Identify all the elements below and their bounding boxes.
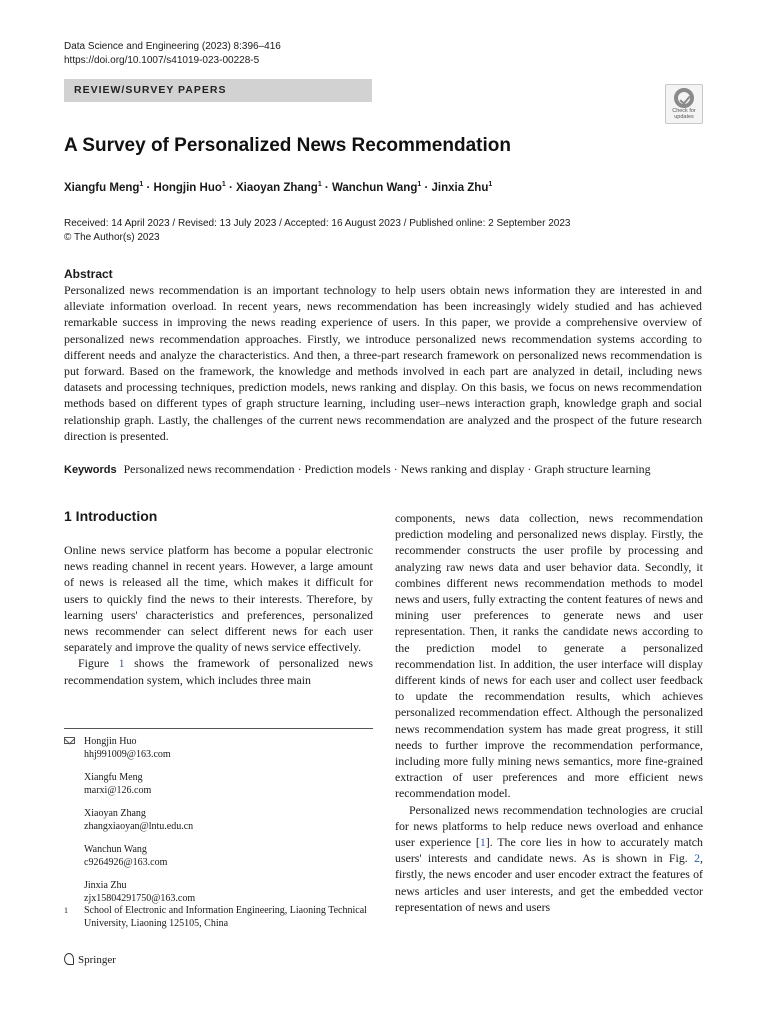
section-label: REVIEW/SURVEY PAPERS <box>64 79 372 102</box>
intro-paragraph: components, news data collection, news recommendation prediction modeling and personalized news display. Firstly, the recommender constructs the user profile by processing and analyzing raw news data and user behavior data. Secondly, it combines different news recommendation methods to model news and users, fully extracting the content features of news and mining user preferences to generate news and user representation. Then, it ranks the candidate news according to the prediction model to generate a personalized recommendation list. In addition, the user interface will display different kinds of news for each user and collect user feedback to update the recommendation results, which achieves personalized recommendation effect. Although the personalized news recommendation system has made great progress, it still needs to further improve the recommendation performance, including more fully mining news semantics, more fine-grained extraction of user preferences and more efficient news recommendation model. <box>395 511 703 801</box>
intro-paragraph <box>64 655 373 687</box>
text-run: Personalized news recommendation technologies are crucial for news platforms to help reduce news overload and enhance user experience [ <box>395 802 703 850</box>
intro-paragraph: Online news service platform has become a popular electronic news reading channel in recent years. However, a large amount of news is released all the time, which makes it difficult for users to quickly find the news to their interests. Therefore, by learning users' characteristics and preferences, personalized news recommender can select different news for each user separately and improve the quality of news service effectively. <box>64 543 373 655</box>
intro-paragraph <box>395 802 703 915</box>
author-affiliation-number: 1 <box>221 181 226 188</box>
author-name[interactable]: Hongjin Huo <box>153 181 222 194</box>
right-column <box>395 510 703 915</box>
author-contact <box>84 807 373 833</box>
contact-email[interactable]: marxi@126.com <box>84 785 152 796</box>
copyright-line: © The Author(s) 2023 <box>64 232 160 243</box>
corresponding-author <box>84 735 373 761</box>
author-affiliation-number: 1 <box>317 181 322 188</box>
keywords <box>64 461 714 478</box>
check-updates-icon <box>674 88 694 108</box>
keywords-text: Personalized news recommendation · Prediction models · News ranking and display · Graph structure learning <box>123 462 651 476</box>
author-affiliation-number: 1 <box>139 181 144 188</box>
author-name[interactable]: Wanchun Wang <box>331 181 418 194</box>
author-affiliation-number: 1 <box>488 181 493 188</box>
author-contact <box>84 879 373 905</box>
publisher-name: Springer <box>78 954 116 966</box>
doi-link[interactable]: https://doi.org/10.1007/s41019-023-00228-5 <box>64 55 260 66</box>
contact-name: Xiaoyan Zhang <box>84 808 146 819</box>
affiliation-number: 1 <box>64 906 68 915</box>
springer-horse-icon <box>64 953 74 965</box>
abstract-text: Personalized news recommendation is an important technology to help users obtain news information they are interested in and alleviate information overload. In recent years, news recommendation has been increasingly widely studied and has achieved remarkable success in improving the news reading experience of users. In this paper, we provide a comprehensive overview of personalized news recommendation approaches. Firstly, we introduce personalized news recommendation systems according to different needs and analyze the characteristics. And then, a three-part research framework on personalized news recommendation is put forward. Based on the framework, the knowledge and methods involved in each part are analyzed in detail, including news datasets and processing techniques, prediction models, news ranking and display. On this basis, we focus on news recommendation methods based on different types of graph structure learning, including user–news interaction graph, knowledge graph and social relationship graph. Lastly, the challenges of the current news recommendation are analyzed and the prospect of the future research direction is presented. <box>64 283 702 443</box>
paper-title: A Survey of Personalized News Recommendation <box>64 135 511 156</box>
section-heading-introduction: 1 Introduction <box>64 508 158 524</box>
footnote-divider <box>64 728 373 729</box>
affiliation-footnote <box>64 904 373 930</box>
text-run: ]. The core lies in how to accurately match users' interests and candidate news. As is shown in Fig. <box>395 835 703 866</box>
figure-ref-link[interactable]: 1 <box>118 656 125 671</box>
publication-dates <box>64 217 570 245</box>
contact-name: Hongjin Huo <box>84 736 137 747</box>
contact-name: Xiangfu Meng <box>84 772 143 783</box>
keywords-label: Keywords <box>64 464 117 476</box>
left-column <box>64 542 373 688</box>
contact-name: Wanchun Wang <box>84 844 147 855</box>
author-affiliation-number: 1 <box>417 181 422 188</box>
envelope-icon <box>64 737 75 744</box>
contact-email[interactable]: c9264926@163.com <box>84 857 168 868</box>
abstract-heading: Abstract <box>64 267 113 281</box>
text-run: shows the framework of personalized news recommendation system, which includes three main <box>64 656 373 687</box>
dates-line: Received: 14 April 2023 / Revised: 13 July 2023 / Accepted: 16 August 2023 / Published online: 2 September 2023 <box>64 218 571 229</box>
citation-link[interactable]: 1 <box>479 835 486 850</box>
correspondence-list <box>64 735 373 915</box>
badge-line1: Check for <box>672 108 696 114</box>
contact-name: Jinxia Zhu <box>84 880 127 891</box>
text-run: Figure <box>78 656 119 671</box>
contact-email[interactable]: zjx15804291750@163.com <box>84 893 196 904</box>
journal-citation: Data Science and Engineering (2023) 8:396–416 <box>64 41 281 52</box>
check-for-updates-badge[interactable] <box>665 84 703 124</box>
author-name[interactable]: Jinxia Zhu <box>431 181 489 194</box>
page-footer <box>64 953 116 967</box>
author-contact <box>84 771 373 797</box>
text-run: , firstly, the news encoder and user encoder extract the features of news articles and user interests, and get the embedded vector representation of news and users <box>395 851 703 914</box>
author-contact <box>84 843 373 869</box>
author-name[interactable]: Xiangfu Meng <box>64 181 140 194</box>
author-name[interactable]: Xiaoyan Zhang <box>236 181 318 194</box>
author-list: Xiangfu Meng$^1$ · Hongjin Huo$^1$ · Xiaoyan Zhang$^1$ · Wanchun Wang$^1$ · Jinxia Zhu$^1$ <box>64 181 493 194</box>
affiliation-text: School of Electronic and Information Engineering, Liaoning Technical University, Liaoning 125105, China <box>84 905 367 929</box>
contact-email[interactable]: zhangxiaoyan@lntu.edu.cn <box>84 821 194 832</box>
journal-info <box>64 40 281 68</box>
figure-ref-link[interactable]: 2 <box>694 851 701 866</box>
contact-email[interactable]: hhj991009@163.com <box>84 749 171 760</box>
badge-line2: updates <box>674 114 694 120</box>
